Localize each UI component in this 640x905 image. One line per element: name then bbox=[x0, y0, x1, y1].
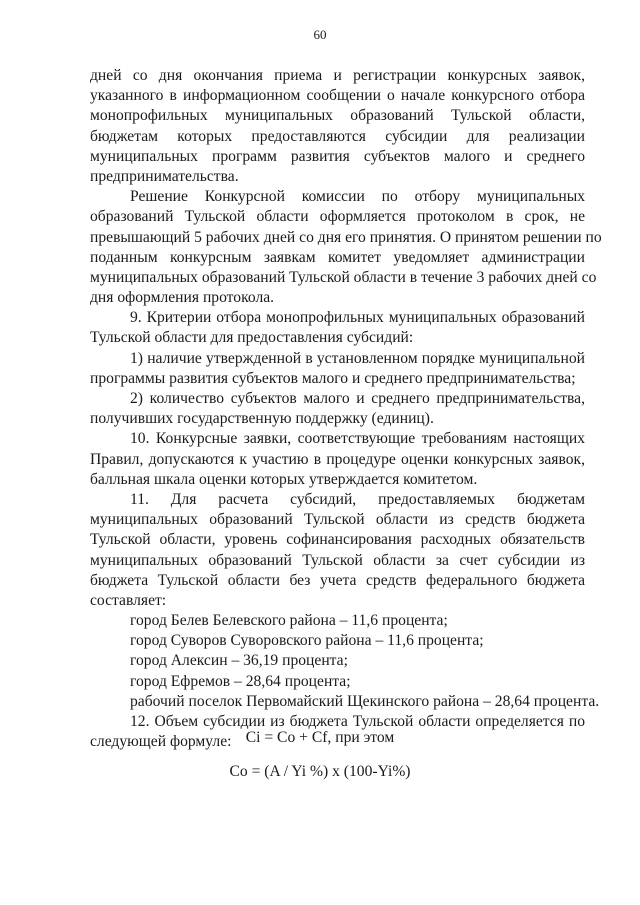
text-line: рабочий поселок Первомайский Щекинского района – 28,64 процента. bbox=[130, 692, 600, 710]
text-line: программы развития субъектов малого и среднего предпринимательства; bbox=[90, 369, 576, 387]
text-line: 12. Объем субсидии из бюджета Тульской области определяется по bbox=[130, 713, 585, 730]
text-line: следующей формуле: bbox=[90, 733, 232, 751]
text-line: город Суворов Суворовского района – 11,6 процента; bbox=[130, 632, 484, 650]
text-line: предпринимательства. bbox=[90, 167, 239, 185]
text-line: муниципальных образований Тульской области в течение 3 рабочих дней со bbox=[90, 268, 597, 286]
text-line: указанного в информационном сообщении о начале конкурсного отбора bbox=[90, 87, 585, 105]
text-line: Решение Конкурсной комиссии по отбору муниципальных bbox=[130, 188, 585, 206]
text-line: 1) наличие утвержденной в установленном порядке муниципальной bbox=[130, 349, 585, 367]
text-line: бюджетам которых предоставляются субсидии для реализации bbox=[90, 127, 585, 145]
text-line: поданным конкурсным заявкам комитет уведомляет администрации bbox=[90, 248, 585, 266]
text-line: город Алексин – 36,19 процента; bbox=[130, 652, 348, 670]
text-line: бюджета Тульской области без учета средств федерального бюджета bbox=[90, 571, 585, 589]
formula-co: Co = (A / Yi %) x (100-Yi%) bbox=[229, 763, 411, 780]
text-line: монопрофильных муниципальных образований Тульской области, bbox=[90, 107, 585, 125]
text-line: город Белев Белевского района – 11,6 процента; bbox=[130, 612, 448, 630]
text-line: Тульской области, уровень софинансирования расходных обязательств bbox=[90, 531, 585, 549]
text-line: балльная шкала оценки которых утверждается комитетом. bbox=[90, 470, 478, 488]
text-line: муниципальных образований Тульской области за счет субсидии из bbox=[90, 551, 585, 569]
text-line: Тульской области для предоставления субсидий: bbox=[90, 329, 414, 347]
text-line: составляет: bbox=[90, 591, 167, 609]
text-line: город Ефремов – 28,64 процента; bbox=[130, 672, 351, 690]
text-line: Правил, допускаются к участию в процедуре оценки конкурсных заявок, bbox=[90, 450, 585, 468]
page-number: 60 bbox=[313, 27, 327, 42]
document-body bbox=[90, 66, 602, 752]
text-line: муниципальных программ развития субъектов малого и среднего bbox=[90, 147, 585, 165]
text-line: дня оформления протокола. bbox=[90, 289, 275, 307]
text-line: 2) количество субъектов малого и среднего предпринимательства, bbox=[130, 390, 585, 407]
text-line: превышающий 5 рабочих дней со дня его принятия. О принятом решении по bbox=[90, 228, 602, 246]
formula-ci: Ci = Co + Cf, при этом bbox=[245, 729, 395, 746]
text-line: дней со дня окончания приема и регистрации конкурсных заявок, bbox=[90, 67, 585, 84]
text-line: 11. Для расчета субсидий, предоставляемых бюджетам bbox=[130, 490, 585, 508]
text-line: получивших государственную поддержку (единиц). bbox=[90, 410, 434, 428]
text-line: образований Тульской области оформляется протоколом в срок, не bbox=[90, 208, 585, 226]
text-line: муниципальных образований Тульской области из средств бюджета bbox=[90, 511, 585, 529]
text-line: 9. Критерии отбора монопрофильных муниципальных образований bbox=[130, 309, 585, 327]
text-line: 10. Конкурсные заявки, соответствующие требованиям настоящих bbox=[130, 430, 585, 448]
